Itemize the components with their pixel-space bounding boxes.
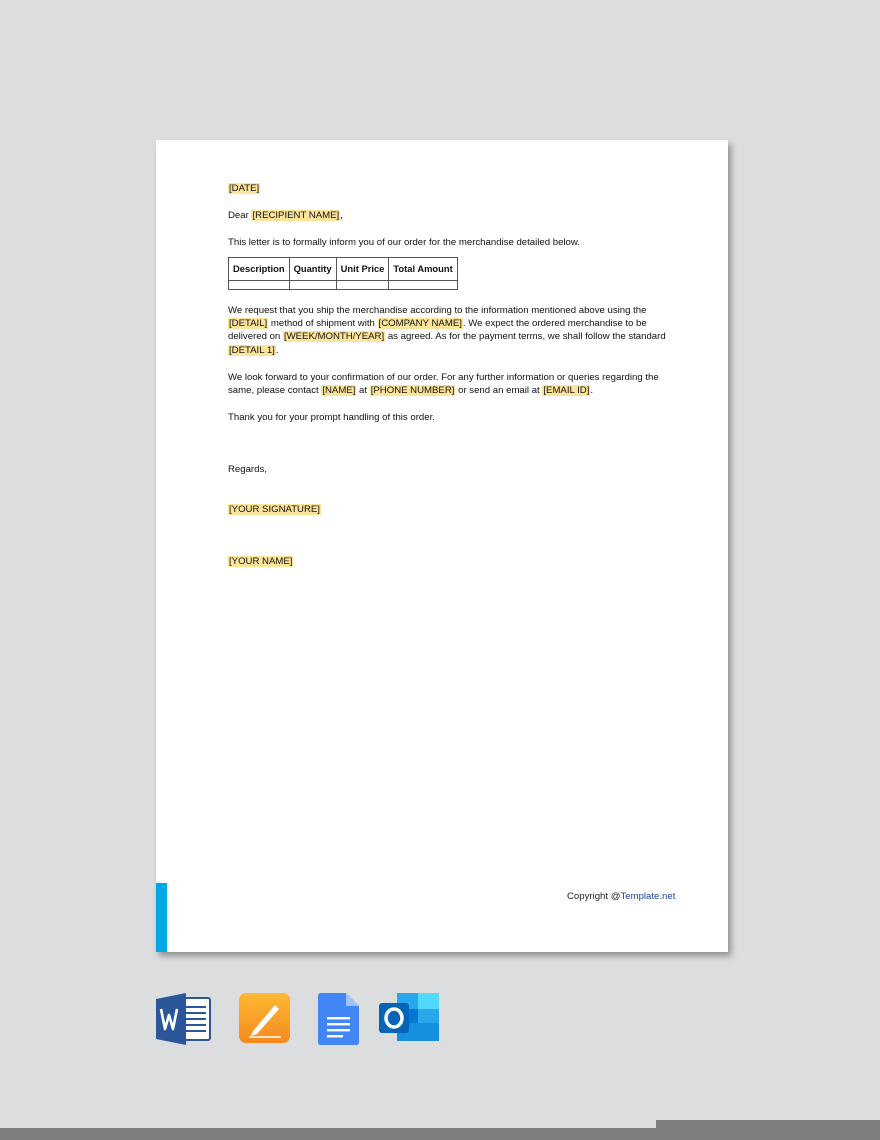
template-net-link[interactable]: Template.net (620, 891, 676, 902)
format-icons (156, 993, 456, 1045)
name-line (228, 555, 686, 568)
phone-number-placeholder: [PHONE NUMBER] (370, 385, 455, 397)
bottom-bar (0, 1128, 880, 1140)
closing: Regards, (228, 464, 267, 476)
text-run: . We expect the ordered merchandise to be delivered on (228, 318, 647, 343)
pages-icon[interactable] (239, 993, 291, 1050)
text-run: method of shipment with (268, 318, 378, 330)
table-header-quantity: Quantity (289, 258, 336, 280)
text-run: We request that you ship the merchandise according to the information mentioned above using the (228, 304, 647, 316)
table-cell (336, 280, 389, 289)
date-placeholder: [DATE] (229, 183, 260, 194)
signature-line (228, 503, 686, 516)
date-line (228, 182, 686, 195)
document-page (156, 140, 728, 952)
contact-paragraph (228, 371, 686, 398)
text-run: at (356, 385, 370, 397)
table-cell (229, 280, 290, 289)
salutation-suffix: , (340, 209, 343, 221)
table-cell (289, 280, 336, 289)
recipient-placeholder: [RECIPIENT NAME] (252, 209, 340, 221)
table-header-unit-price: Unit Price (336, 258, 389, 280)
intro-paragraph: This letter is to formally inform you of our order for the merchandise detailed below. (228, 236, 580, 248)
email-id-placeholder: [EMAIL ID] (543, 385, 590, 397)
salutation (228, 209, 686, 222)
table-header-description: Description (229, 258, 290, 280)
company-name-placeholder: [COMPANY NAME] (378, 318, 462, 330)
shipping-paragraph (228, 304, 686, 358)
table-cell (389, 280, 457, 289)
text-run: as agreed. As for the payment terms, we shall follow the standard (385, 331, 666, 343)
week-month-year-placeholder: [WEEK/MONTH/YEAR] (283, 331, 385, 343)
word-icon[interactable] (156, 993, 212, 1050)
page-accent-bar (156, 883, 167, 952)
text-run: . (590, 385, 594, 397)
thanks-paragraph: Thank you for your prompt handling of this order. (228, 412, 435, 424)
text-run: We look forward to your confirmation of our order. For any further information or queries regarding the same, please contact (228, 371, 659, 397)
table-row (229, 280, 458, 289)
copyright-text: Copyright @ (567, 891, 621, 902)
google-docs-icon[interactable] (318, 993, 360, 1050)
your-name-placeholder: [YOUR NAME] (229, 556, 293, 568)
text-run: or send an email at (455, 385, 543, 397)
outlook-icon[interactable] (379, 993, 439, 1050)
table-header-row (229, 258, 458, 280)
detail-1-placeholder: [DETAIL 1] (229, 344, 275, 356)
name-placeholder: [NAME] (322, 385, 356, 397)
bottom-bar-segment (656, 1120, 880, 1128)
signature-placeholder: [YOUR SIGNATURE] (229, 503, 320, 515)
copyright-notice (567, 891, 675, 902)
text-run: . (275, 344, 279, 356)
detail-placeholder: [DETAIL] (229, 318, 268, 330)
order-table (228, 257, 458, 289)
table-header-total-amount: Total Amount (389, 258, 457, 280)
salutation-prefix: Dear (228, 209, 252, 221)
letter-body (228, 182, 686, 569)
